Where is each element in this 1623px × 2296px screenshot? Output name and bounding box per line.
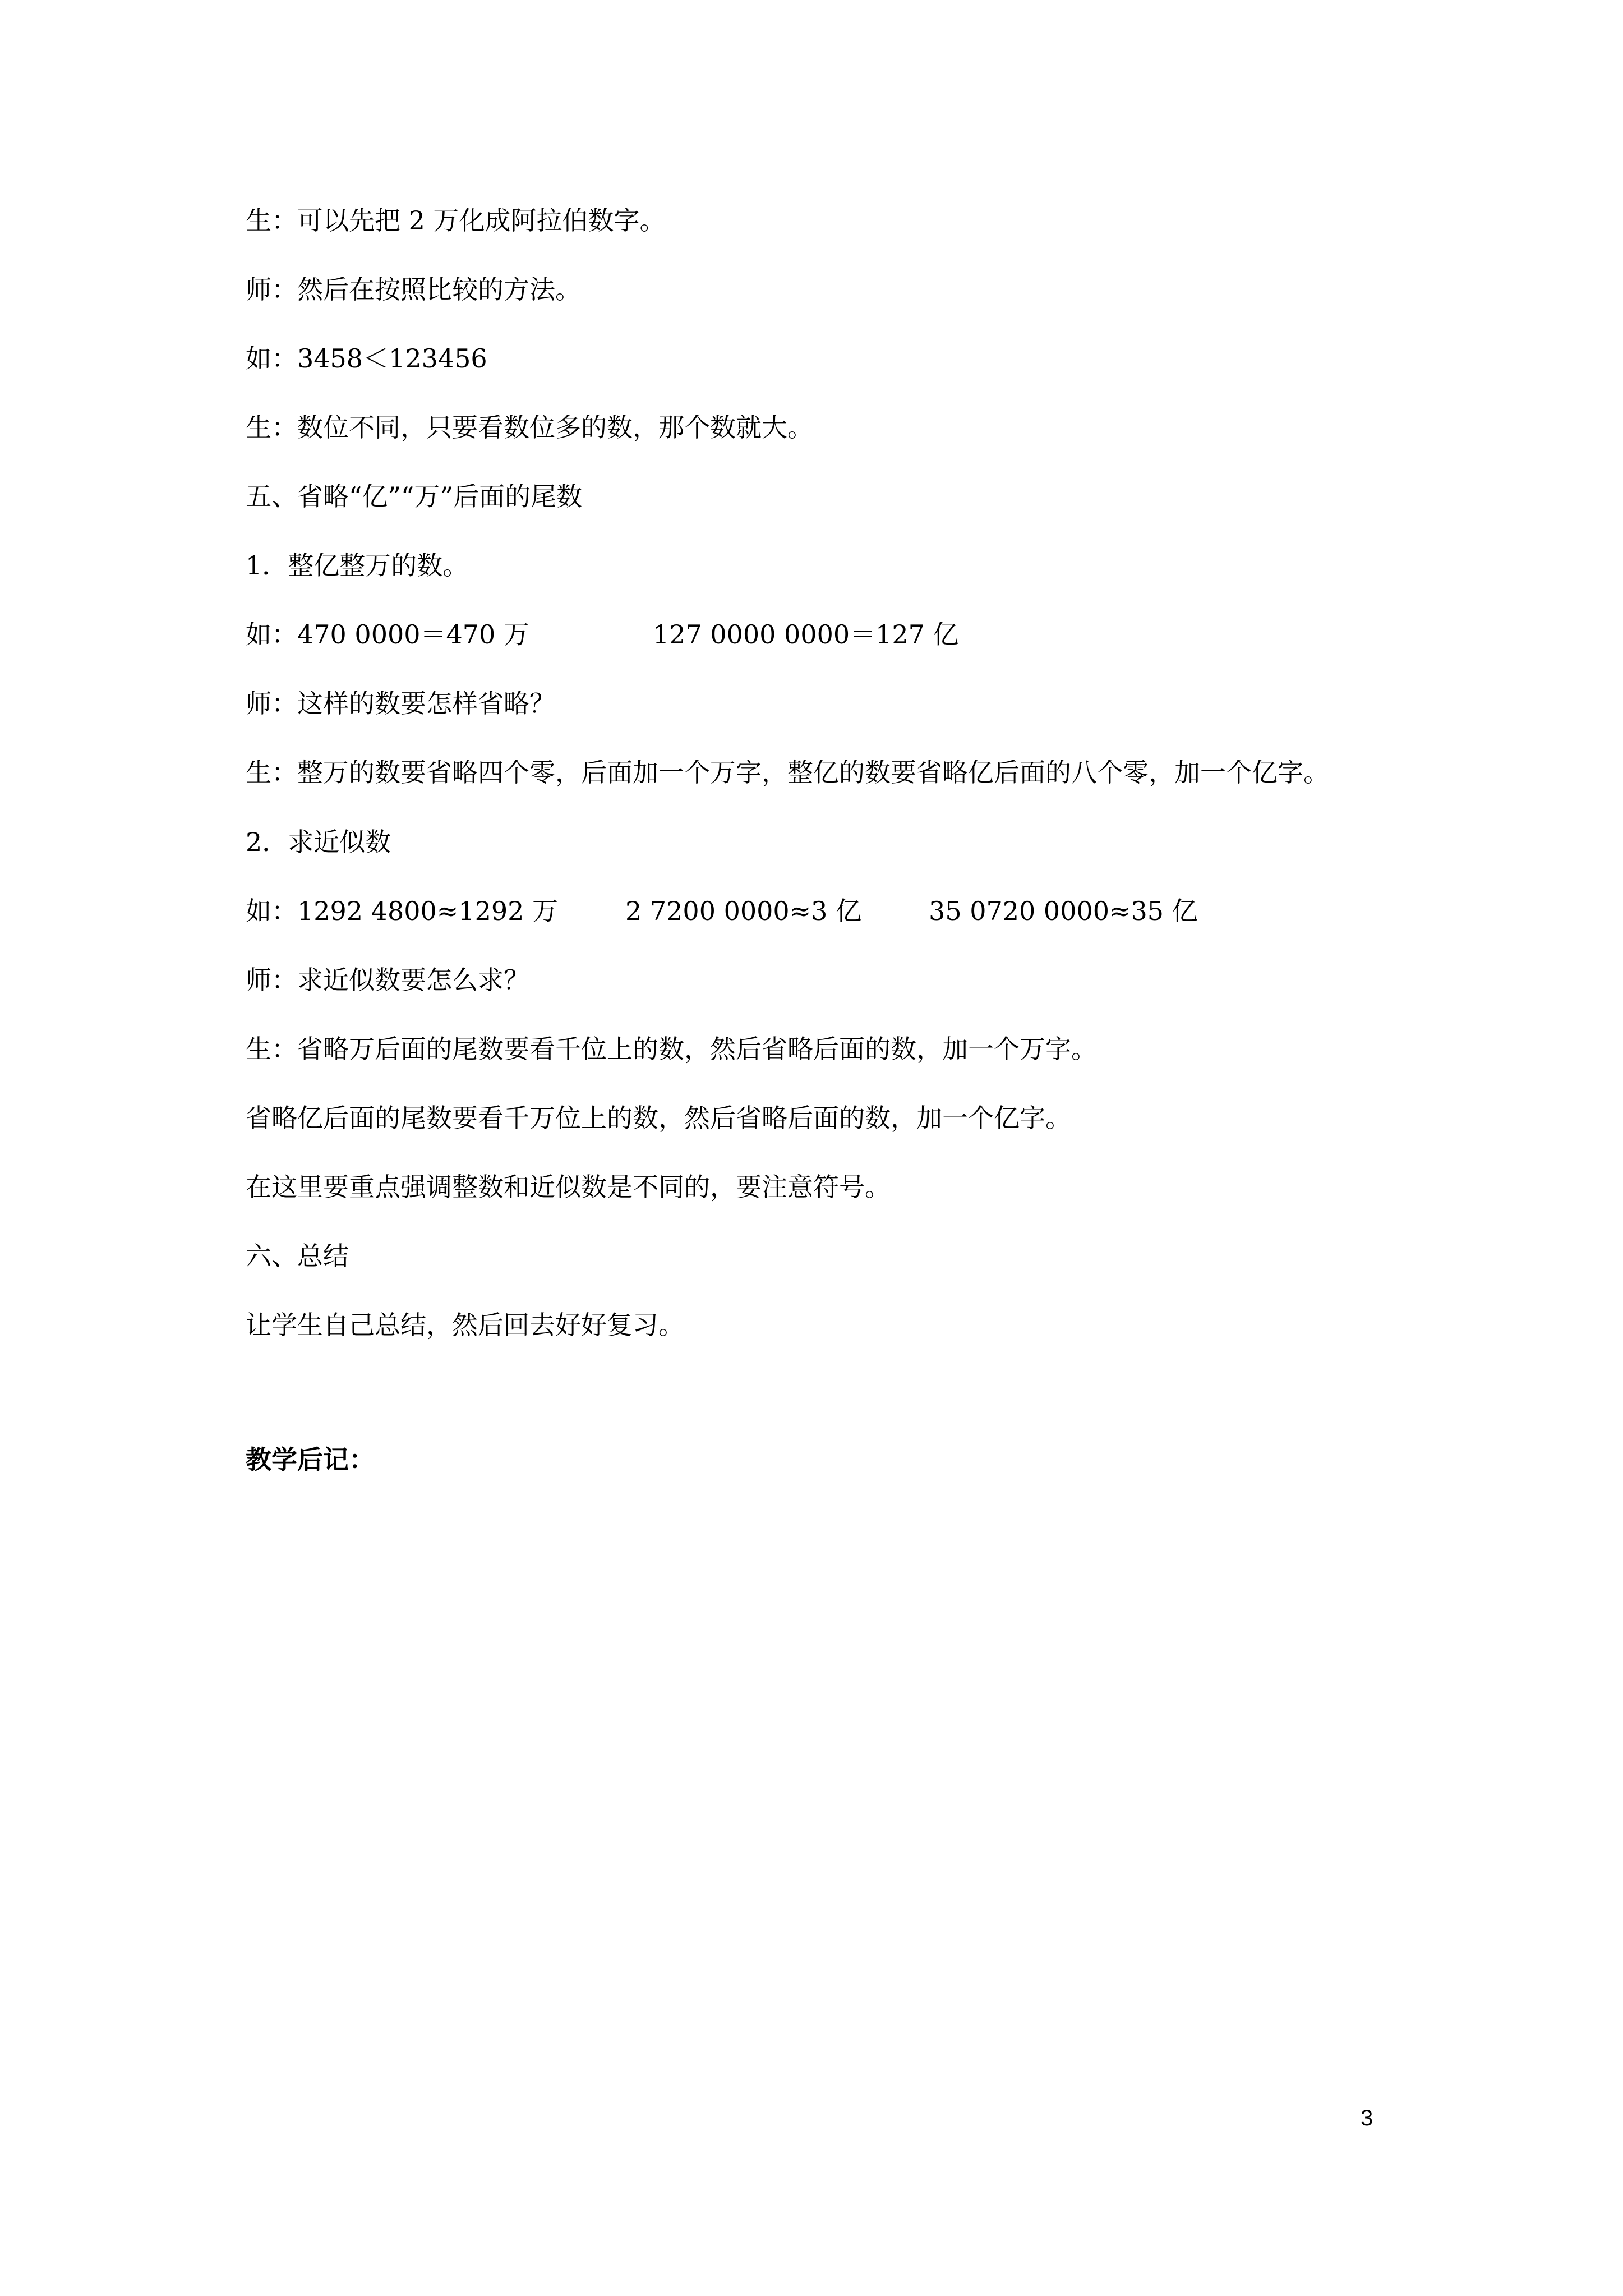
spacer	[246, 1377, 1395, 1442]
paragraph: 生：数位不同，只要看数位多的数，那个数就大。	[246, 412, 813, 443]
paragraph: 师：求近似数要怎么求？	[246, 965, 529, 995]
example-item: 127 0000 0000＝127 亿	[652, 619, 959, 650]
subsection-heading: 2．求近似数	[246, 827, 391, 857]
paragraph: 生：省略万后面的尾数要看千位上的数，然后省略后面的数，加一个万字。	[246, 1034, 1097, 1064]
paragraph: 师：然后在按照比较的方法。	[246, 274, 581, 305]
page-number: 3	[1361, 2106, 1373, 2131]
example-row	[246, 617, 1395, 652]
afterword-heading: 教学后记：	[246, 1444, 375, 1475]
paragraph: 在这里要重点强调整数和近似数是不同的，要注意符号。	[246, 1172, 891, 1202]
document-body	[246, 203, 1395, 1511]
paragraph: 如：3458＜123456	[246, 343, 487, 374]
example-item: 1292 4800≈1292 万	[297, 896, 558, 926]
example-item: 2 7200 0000≈3 亿	[625, 896, 862, 926]
example-prefix: 如：	[246, 619, 297, 650]
example-prefix: 如：	[246, 896, 297, 926]
example-row	[246, 894, 1395, 928]
section-heading: 五、省略“亿”“万”后面的尾数	[246, 481, 583, 512]
paragraph: 省略亿后面的尾数要看千万位上的数，然后省略后面的数，加一个亿字。	[246, 1103, 1071, 1133]
example-item: 35 0720 0000≈35 亿	[929, 896, 1198, 926]
paragraph: 生：整万的数要省略四个零，后面加一个万字，整亿的数要省略亿后面的八个零，加一个亿字。	[246, 757, 1329, 788]
example-item: 470 0000＝470 万	[297, 619, 529, 650]
paragraph: 让学生自己总结，然后回去好好复习。	[246, 1310, 684, 1340]
paragraph: 师：这样的数要怎样省略？	[246, 688, 555, 719]
section-heading: 六、总结	[246, 1241, 349, 1271]
subsection-heading: 1．整亿整万的数。	[246, 550, 469, 581]
paragraph: 生：可以先把 2 万化成阿拉伯数字。	[246, 205, 666, 236]
